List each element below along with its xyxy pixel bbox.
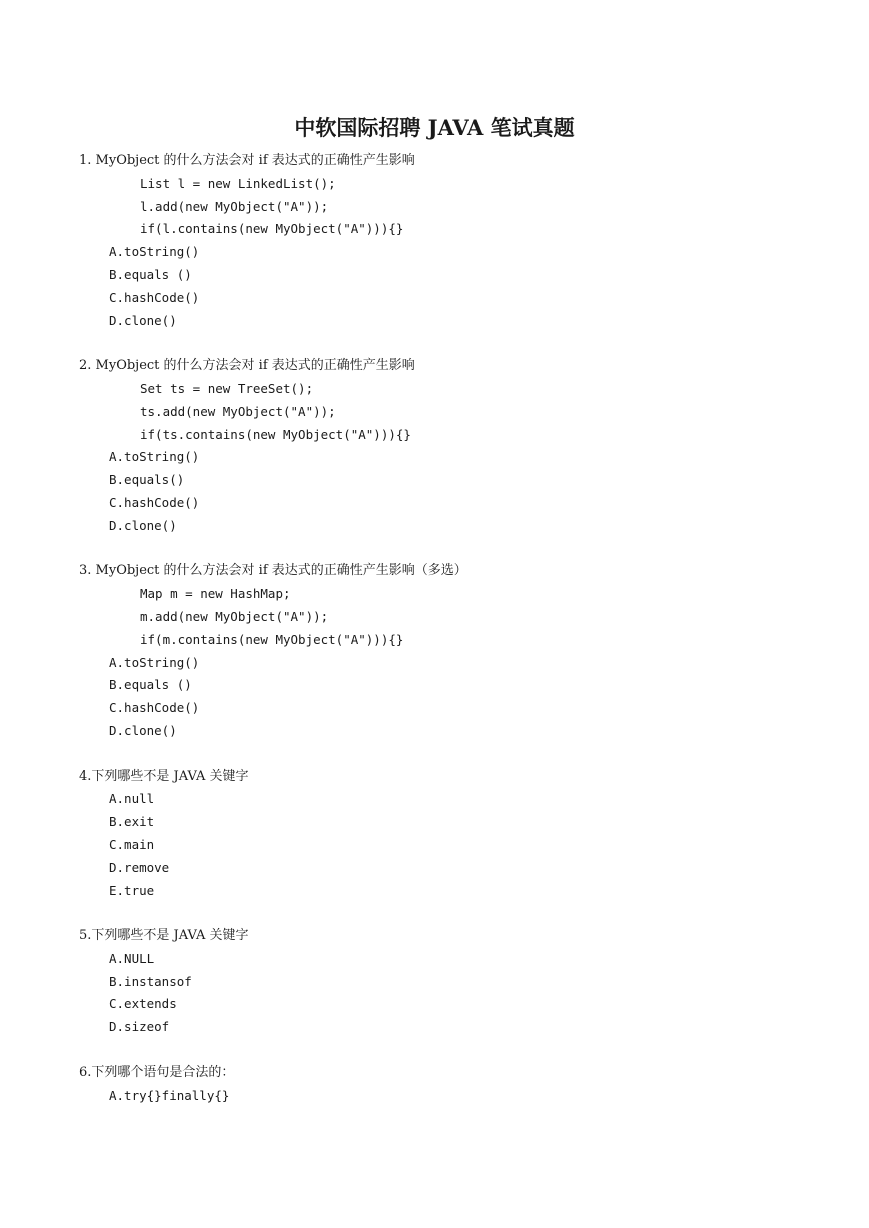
option-a: A.toString(): [109, 449, 200, 465]
question-2: [79, 355, 839, 537]
option-d: D.clone(): [109, 517, 177, 533]
option-d: D.remove: [109, 859, 170, 875]
option-c: C.main: [109, 836, 155, 852]
code-line: ts.add(new MyObject("A"));: [140, 403, 336, 419]
option-a: A.null: [109, 791, 155, 807]
option-c: C.hashCode(): [109, 289, 200, 305]
option-c: C.hashCode(): [109, 700, 200, 716]
code-line: m.add(new MyObject("A"));: [140, 608, 329, 624]
option-d: D.clone(): [109, 722, 177, 738]
question-list: [79, 150, 839, 1107]
option-a: A.NULL: [109, 950, 155, 966]
question-1: [79, 150, 839, 332]
option-d: D.sizeof: [109, 1019, 170, 1035]
question-4: [79, 766, 839, 903]
code-line: if(ts.contains(new MyObject("A"))){}: [140, 426, 411, 442]
question-6: [79, 1062, 839, 1108]
question-3: [79, 560, 839, 742]
option-b: B.instansof: [109, 973, 192, 989]
question-text: 3. MyObject 的什么方法会对 if 表达式的正确性产生影响（多选）: [79, 563, 467, 579]
option-c: C.extends: [109, 996, 177, 1012]
option-c: C.hashCode(): [109, 494, 200, 510]
question-text: 6.下列哪个语句是合法的：: [79, 1064, 235, 1080]
code-line: if(l.contains(new MyObject("A"))){}: [140, 221, 404, 237]
question-5: [79, 925, 839, 1039]
question-text: 4.下列哪些不是 JAVA 关键字: [79, 768, 249, 784]
option-a: A.toString(): [109, 654, 200, 670]
code-line: Set ts = new TreeSet();: [140, 380, 314, 396]
code-line: l.add(new MyObject("A"));: [140, 198, 329, 214]
question-text: 1. MyObject 的什么方法会对 if 表达式的正确性产生影响: [79, 153, 415, 168]
option-a: A.try{}finally{}: [109, 1087, 230, 1103]
option-b: B.exit: [109, 814, 155, 830]
code-line: Map m = new HashMap;: [140, 586, 291, 602]
option-b: B.equals (): [109, 266, 192, 282]
option-d: D.clone(): [109, 312, 177, 328]
page-title: 中软国际招聘 JAVA 笔试真题: [294, 115, 575, 140]
option-b: B.equals (): [109, 677, 192, 693]
code-line: if(m.contains(new MyObject("A"))){}: [140, 631, 404, 647]
option-a: A.toString(): [109, 244, 200, 260]
option-b: B.equals(): [109, 472, 185, 488]
code-line: List l = new LinkedList();: [140, 175, 336, 191]
option-e: E.true: [109, 882, 155, 898]
question-text: 2. MyObject 的什么方法会对 if 表达式的正确性产生影响: [79, 358, 415, 374]
question-text: 5.下列哪些不是 JAVA 关键字: [79, 928, 249, 944]
